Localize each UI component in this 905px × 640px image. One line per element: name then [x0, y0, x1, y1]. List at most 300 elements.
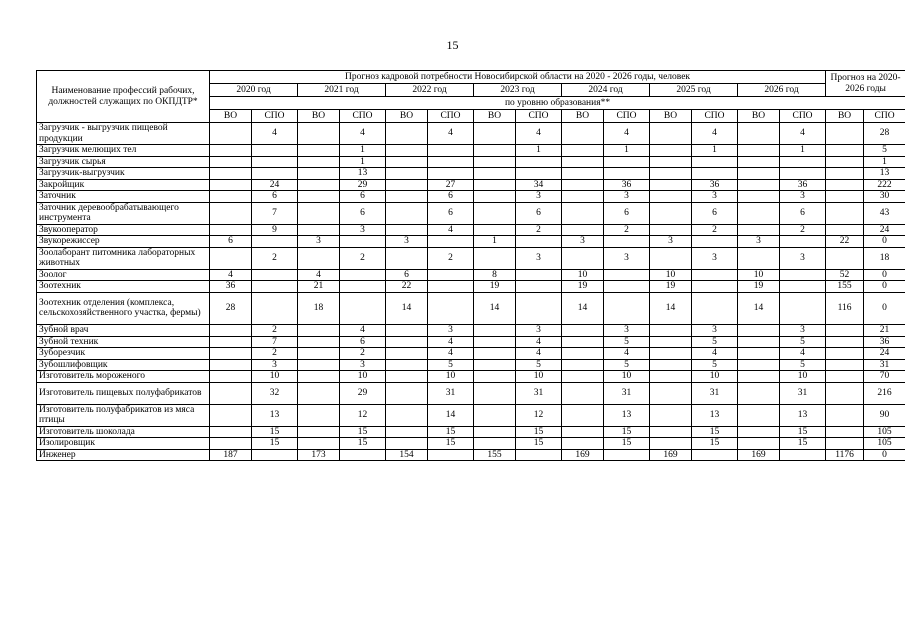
value-cell: 4 — [516, 123, 562, 145]
value-cell: 4 — [780, 123, 826, 145]
value-cell: 4 — [428, 224, 474, 236]
value-cell: 4 — [210, 269, 252, 281]
value-cell — [340, 281, 386, 293]
value-cell — [252, 168, 298, 180]
value-cell — [210, 145, 252, 157]
value-cell: 31 — [692, 382, 738, 404]
year-header: 2024 год — [562, 84, 650, 97]
table-row — [37, 336, 905, 348]
profession-name: Заточник деревообрабатывающего инструмента — [37, 202, 210, 224]
profession-name: Изготовитель мороженого — [37, 371, 210, 383]
value-cell — [516, 168, 562, 180]
value-cell — [738, 179, 780, 191]
value-cell: 24 — [864, 224, 905, 236]
value-cell — [298, 348, 340, 360]
table-row — [37, 145, 905, 157]
value-cell — [780, 156, 826, 168]
value-cell — [474, 438, 516, 450]
value-cell — [562, 191, 604, 203]
value-cell — [474, 404, 516, 426]
value-cell — [738, 168, 780, 180]
value-cell: 1 — [864, 156, 905, 168]
value-cell — [826, 247, 864, 269]
value-cell — [386, 247, 428, 269]
value-cell: 5 — [428, 359, 474, 371]
profession-name: Звукооператор — [37, 224, 210, 236]
value-cell: 22 — [826, 236, 864, 248]
value-cell: 6 — [428, 191, 474, 203]
value-cell: 5 — [692, 359, 738, 371]
value-cell — [826, 123, 864, 145]
value-cell: 15 — [428, 438, 474, 450]
level-vo-header: ВО — [826, 110, 864, 123]
value-cell: 12 — [340, 404, 386, 426]
value-cell: 15 — [516, 438, 562, 450]
value-cell — [474, 426, 516, 438]
value-cell: 4 — [340, 123, 386, 145]
value-cell: 34 — [516, 179, 562, 191]
value-cell — [780, 168, 826, 180]
value-cell — [738, 348, 780, 360]
value-cell — [650, 224, 692, 236]
value-cell: 29 — [340, 382, 386, 404]
value-cell: 3 — [252, 359, 298, 371]
value-cell: 31 — [428, 382, 474, 404]
value-cell: 28 — [864, 123, 905, 145]
level-spo-header: СПО — [252, 110, 298, 123]
value-cell: 15 — [428, 426, 474, 438]
value-cell — [252, 236, 298, 248]
value-cell: 15 — [692, 426, 738, 438]
value-cell — [650, 426, 692, 438]
value-cell — [826, 202, 864, 224]
profession-name: Звукорежиссер — [37, 236, 210, 248]
value-cell: 70 — [864, 371, 905, 383]
value-cell: 3 — [516, 325, 562, 337]
value-cell — [650, 168, 692, 180]
value-cell — [252, 269, 298, 281]
value-cell: 6 — [340, 191, 386, 203]
year-header: 2021 год — [298, 84, 386, 97]
value-cell — [562, 359, 604, 371]
value-cell: 3 — [604, 191, 650, 203]
table-row — [37, 269, 905, 281]
value-cell: 14 — [650, 292, 692, 325]
value-cell — [650, 371, 692, 383]
value-cell: 36 — [864, 336, 905, 348]
value-cell: 6 — [340, 202, 386, 224]
value-cell: 7 — [252, 336, 298, 348]
value-cell — [298, 168, 340, 180]
value-cell — [780, 292, 826, 325]
value-cell: 5 — [864, 145, 905, 157]
value-cell: 15 — [252, 438, 298, 450]
value-cell: 28 — [210, 292, 252, 325]
value-cell: 32 — [252, 382, 298, 404]
value-cell: 0 — [864, 269, 905, 281]
profession-name: Загрузчик-выгрузчик — [37, 168, 210, 180]
table-row — [37, 404, 905, 426]
value-cell: 0 — [864, 449, 905, 461]
value-cell: 2 — [428, 247, 474, 269]
value-cell — [826, 168, 864, 180]
value-cell — [650, 359, 692, 371]
value-cell: 15 — [780, 438, 826, 450]
value-cell — [474, 156, 516, 168]
value-cell: 3 — [298, 236, 340, 248]
value-cell — [738, 404, 780, 426]
value-cell — [298, 359, 340, 371]
value-cell — [650, 202, 692, 224]
value-cell — [738, 145, 780, 157]
value-cell — [826, 325, 864, 337]
value-cell — [738, 336, 780, 348]
value-cell: 27 — [428, 179, 474, 191]
value-cell — [386, 145, 428, 157]
value-cell: 3 — [780, 325, 826, 337]
value-cell — [562, 336, 604, 348]
value-cell — [386, 359, 428, 371]
value-cell: 4 — [428, 123, 474, 145]
value-cell: 10 — [738, 269, 780, 281]
value-cell: 169 — [650, 449, 692, 461]
value-cell — [780, 281, 826, 293]
table-row — [37, 247, 905, 269]
value-cell: 2 — [340, 348, 386, 360]
value-cell: 6 — [386, 269, 428, 281]
value-cell: 2 — [340, 247, 386, 269]
profession-name: Зоотехник — [37, 281, 210, 293]
value-cell — [298, 336, 340, 348]
value-cell — [692, 281, 738, 293]
value-cell — [210, 325, 252, 337]
value-cell — [386, 156, 428, 168]
value-cell — [210, 156, 252, 168]
value-cell: 18 — [864, 247, 905, 269]
value-cell — [650, 438, 692, 450]
value-cell — [474, 179, 516, 191]
value-cell: 14 — [474, 292, 516, 325]
value-cell: 15 — [252, 426, 298, 438]
table-body — [37, 123, 905, 461]
value-cell — [474, 202, 516, 224]
value-cell — [386, 202, 428, 224]
table-row — [37, 281, 905, 293]
value-cell: 31 — [864, 359, 905, 371]
value-cell: 3 — [692, 191, 738, 203]
profession-name: Зоолог — [37, 269, 210, 281]
level-vo-header: ВО — [474, 110, 516, 123]
level-spo-header: СПО — [692, 110, 738, 123]
value-cell: 4 — [252, 123, 298, 145]
value-cell — [516, 269, 562, 281]
value-cell: 5 — [604, 359, 650, 371]
value-cell — [562, 382, 604, 404]
value-cell — [474, 359, 516, 371]
value-cell: 14 — [562, 292, 604, 325]
table-row — [37, 224, 905, 236]
value-cell: 15 — [692, 438, 738, 450]
table-row — [37, 359, 905, 371]
value-cell — [516, 449, 562, 461]
value-cell: 169 — [738, 449, 780, 461]
value-cell: 1 — [780, 145, 826, 157]
value-cell — [826, 156, 864, 168]
value-cell — [826, 224, 864, 236]
table-row — [37, 325, 905, 337]
value-cell: 3 — [604, 325, 650, 337]
year-header: 2023 год — [474, 84, 562, 97]
value-cell: 31 — [604, 382, 650, 404]
value-cell — [474, 168, 516, 180]
value-cell: 1 — [474, 236, 516, 248]
value-cell: 3 — [738, 236, 780, 248]
profession-name: Зоолаборант питомника лабораторных животных — [37, 247, 210, 269]
value-cell — [298, 404, 340, 426]
value-cell — [474, 371, 516, 383]
value-cell: 15 — [780, 426, 826, 438]
year-header: 2020 год — [210, 84, 298, 97]
value-cell — [474, 191, 516, 203]
value-cell: 4 — [604, 123, 650, 145]
profession-name: Зубной врач — [37, 325, 210, 337]
value-cell — [738, 156, 780, 168]
value-cell — [428, 145, 474, 157]
value-cell — [826, 359, 864, 371]
year-header: 2022 год — [386, 84, 474, 97]
value-cell — [650, 336, 692, 348]
value-cell — [562, 224, 604, 236]
value-cell — [562, 145, 604, 157]
value-cell — [386, 371, 428, 383]
value-cell — [428, 269, 474, 281]
value-cell: 3 — [428, 325, 474, 337]
value-cell — [562, 168, 604, 180]
value-cell: 13 — [780, 404, 826, 426]
value-cell — [386, 426, 428, 438]
value-cell — [474, 224, 516, 236]
value-cell — [650, 179, 692, 191]
value-cell — [650, 247, 692, 269]
profession-name: Изолировщик — [37, 438, 210, 450]
year-header: 2026 год — [738, 84, 826, 97]
value-cell: 9 — [252, 224, 298, 236]
value-cell: 24 — [252, 179, 298, 191]
value-cell: 3 — [340, 359, 386, 371]
page-number: 15 — [446, 38, 459, 52]
value-cell: 3 — [340, 224, 386, 236]
value-cell — [386, 348, 428, 360]
value-cell — [826, 371, 864, 383]
value-cell — [604, 449, 650, 461]
value-cell — [516, 156, 562, 168]
value-cell: 15 — [604, 426, 650, 438]
value-cell: 10 — [650, 269, 692, 281]
profession-name: Изготовитель пищевых полуфабрикатов — [37, 382, 210, 404]
value-cell: 4 — [516, 336, 562, 348]
table-row — [37, 179, 905, 191]
profession-name: Зубошлифовщик — [37, 359, 210, 371]
value-cell — [210, 247, 252, 269]
value-cell: 3 — [780, 191, 826, 203]
level-spo-header: СПО — [516, 110, 562, 123]
value-cell: 5 — [780, 336, 826, 348]
value-cell — [738, 438, 780, 450]
table-row — [37, 426, 905, 438]
value-cell — [474, 247, 516, 269]
value-cell — [826, 145, 864, 157]
value-cell — [738, 371, 780, 383]
value-cell: 12 — [516, 404, 562, 426]
value-cell — [386, 438, 428, 450]
value-cell — [826, 179, 864, 191]
value-cell — [386, 168, 428, 180]
value-cell — [386, 325, 428, 337]
profession-name: Инженер — [37, 449, 210, 461]
table-row — [37, 191, 905, 203]
value-cell — [386, 179, 428, 191]
value-cell — [340, 269, 386, 281]
value-cell — [386, 191, 428, 203]
value-cell — [826, 382, 864, 404]
value-cell — [604, 269, 650, 281]
value-cell — [738, 426, 780, 438]
value-cell: 18 — [298, 292, 340, 325]
table-row — [37, 371, 905, 383]
value-cell — [562, 426, 604, 438]
value-cell — [386, 336, 428, 348]
value-cell — [780, 269, 826, 281]
value-cell: 0 — [864, 281, 905, 293]
value-cell — [692, 156, 738, 168]
total-forecast-header: Прогноз на 2020-2026 годы — [826, 71, 905, 97]
value-cell: 10 — [340, 371, 386, 383]
value-cell: 2 — [780, 224, 826, 236]
value-cell: 105 — [864, 426, 905, 438]
value-cell — [474, 348, 516, 360]
value-cell — [210, 123, 252, 145]
table-row — [37, 168, 905, 180]
value-cell — [210, 359, 252, 371]
value-cell — [252, 145, 298, 157]
value-cell — [692, 292, 738, 325]
value-cell: 10 — [692, 371, 738, 383]
value-cell: 14 — [738, 292, 780, 325]
value-cell — [562, 179, 604, 191]
value-cell — [826, 336, 864, 348]
education-level-header: по уровню образования** — [210, 97, 905, 110]
value-cell — [604, 236, 650, 248]
value-cell: 31 — [516, 382, 562, 404]
value-cell — [340, 236, 386, 248]
value-cell: 3 — [692, 247, 738, 269]
value-cell — [562, 404, 604, 426]
value-cell: 15 — [340, 426, 386, 438]
value-cell — [210, 336, 252, 348]
value-cell — [692, 269, 738, 281]
value-cell: 2 — [692, 224, 738, 236]
value-cell: 10 — [780, 371, 826, 383]
value-cell — [298, 156, 340, 168]
value-cell: 14 — [386, 292, 428, 325]
value-cell: 1 — [692, 145, 738, 157]
profession-name: Закройщик — [37, 179, 210, 191]
value-cell — [340, 292, 386, 325]
value-cell: 1 — [340, 156, 386, 168]
value-cell — [428, 449, 474, 461]
value-cell — [298, 224, 340, 236]
value-cell — [738, 123, 780, 145]
value-cell — [386, 382, 428, 404]
value-cell: 21 — [864, 325, 905, 337]
year-header: 2025 год — [650, 84, 738, 97]
value-cell: 10 — [562, 269, 604, 281]
value-cell — [428, 281, 474, 293]
profession-name: Изготовитель полуфабрикатов из мяса птицы — [37, 404, 210, 426]
value-cell — [210, 348, 252, 360]
value-cell: 43 — [864, 202, 905, 224]
value-cell: 6 — [210, 236, 252, 248]
value-cell: 7 — [252, 202, 298, 224]
value-cell: 3 — [650, 236, 692, 248]
value-cell — [386, 123, 428, 145]
value-cell — [298, 123, 340, 145]
value-cell — [252, 449, 298, 461]
value-cell: 116 — [826, 292, 864, 325]
value-cell: 222 — [864, 179, 905, 191]
value-cell: 3 — [604, 247, 650, 269]
level-spo-header: СПО — [428, 110, 474, 123]
value-cell — [298, 179, 340, 191]
value-cell: 29 — [340, 179, 386, 191]
value-cell — [252, 292, 298, 325]
value-cell — [210, 371, 252, 383]
value-cell: 3 — [516, 247, 562, 269]
value-cell: 36 — [780, 179, 826, 191]
value-cell: 3 — [780, 247, 826, 269]
value-cell — [474, 382, 516, 404]
value-cell: 0 — [864, 236, 905, 248]
level-vo-header: ВО — [650, 110, 692, 123]
table-row — [37, 292, 905, 325]
table-row — [37, 156, 905, 168]
profession-name: Загрузчик - выгрузчик пищевой продукции — [37, 123, 210, 145]
value-cell: 1 — [340, 145, 386, 157]
value-cell — [562, 123, 604, 145]
value-cell: 10 — [516, 371, 562, 383]
value-cell — [826, 404, 864, 426]
value-cell: 10 — [252, 371, 298, 383]
value-cell — [738, 247, 780, 269]
value-cell: 6 — [428, 202, 474, 224]
value-cell: 6 — [340, 336, 386, 348]
value-cell: 6 — [780, 202, 826, 224]
table-row — [37, 438, 905, 450]
value-cell: 15 — [516, 426, 562, 438]
value-cell: 5 — [780, 359, 826, 371]
value-cell: 6 — [516, 202, 562, 224]
value-cell — [428, 236, 474, 248]
value-cell: 4 — [692, 348, 738, 360]
profession-name: Зубной техник — [37, 336, 210, 348]
value-cell — [474, 336, 516, 348]
value-cell: 21 — [298, 281, 340, 293]
value-cell: 13 — [864, 168, 905, 180]
profession-name: Зуборезчик — [37, 348, 210, 360]
value-cell — [298, 438, 340, 450]
value-cell — [738, 224, 780, 236]
value-cell: 15 — [604, 438, 650, 450]
